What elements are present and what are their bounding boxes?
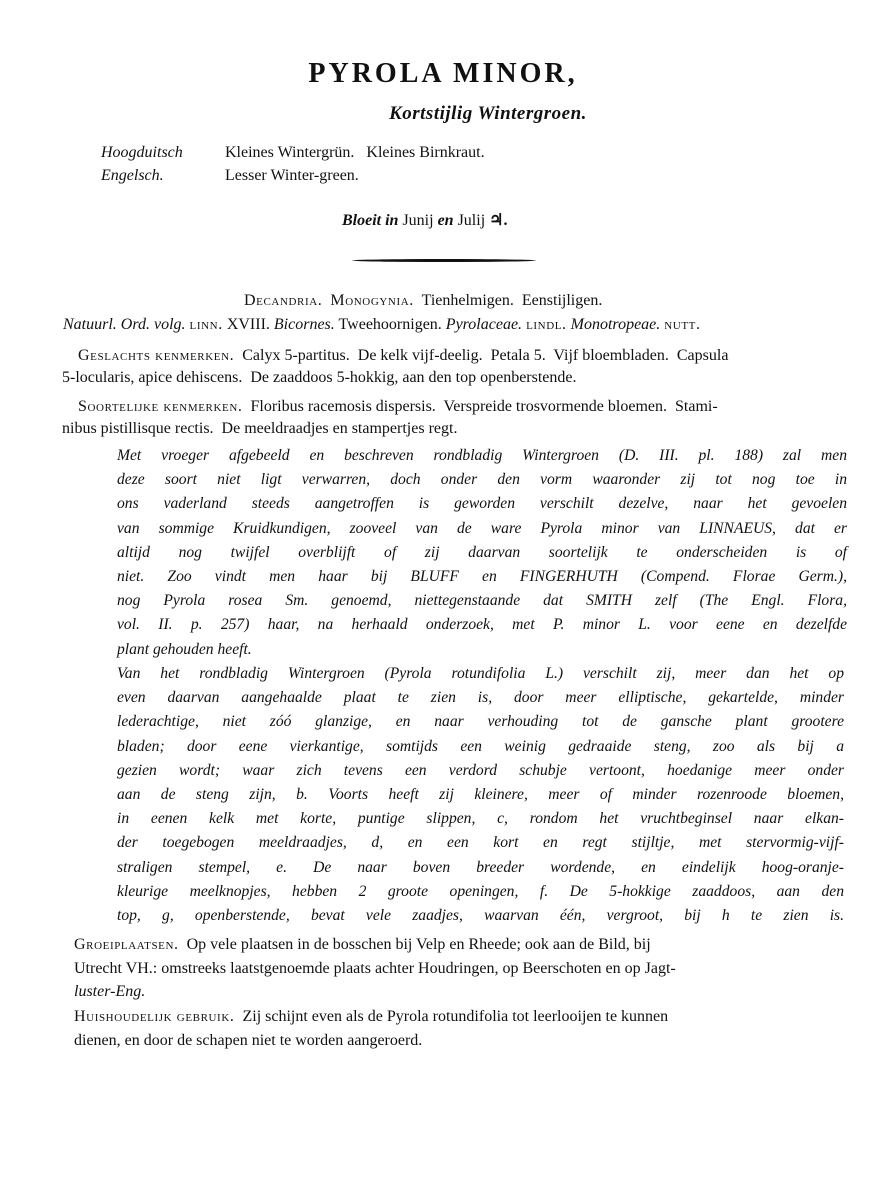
line-text: Zij schijnt even als de Pyrola rotundifolia tot leerlooijen te kunnen bbox=[242, 1008, 669, 1025]
order-dutch: Tweehoornigen. bbox=[338, 316, 442, 333]
text-line: luster-Eng. bbox=[74, 983, 146, 1000]
classification-line-1 bbox=[244, 290, 602, 312]
order-term: Monogynia. bbox=[330, 292, 414, 309]
name-row-english bbox=[101, 167, 485, 190]
text-line: straligen stempel, e. De naar boven breeder wordende, en eindelijk hoog-oranje- bbox=[117, 858, 844, 876]
bloom-in: in bbox=[385, 212, 399, 229]
order-number: XVIII. bbox=[226, 316, 270, 333]
text-line: bladen; door eene vierkantige, somtijds een weinig gedraaide steng, zoo als bij a bbox=[117, 737, 844, 755]
text-line: even daarvan aangehaalde plaat te zien is, door meer elliptische, gekartelde, minder bbox=[117, 689, 844, 707]
line-text: Floribus racemosis dispersis. Verspreide trosvormende bloemen. Stami- bbox=[250, 398, 718, 415]
common-name-text: Kleines Wintergrün. Kleines Birnkraut. bbox=[225, 144, 485, 161]
order-name: Bicornes. bbox=[273, 316, 335, 333]
name-row-german bbox=[101, 144, 485, 167]
text-line bbox=[74, 934, 830, 958]
page-subtitle: Kortstijlig Wintergroen. bbox=[389, 103, 587, 124]
text-line bbox=[62, 418, 818, 440]
genus-characteristics bbox=[62, 345, 814, 389]
description-paragraph-1 bbox=[117, 444, 847, 662]
tribe-name: Monotropeae. bbox=[570, 316, 661, 333]
text-line: plant gehouden heeft. bbox=[117, 640, 252, 658]
text-line: Van het rondbladig Wintergroen (Pyrola rotundifolia L.) verschilt zij, meer dan het op bbox=[117, 665, 844, 682]
description-paragraph-2 bbox=[117, 662, 844, 928]
author-abbrev: lindl. bbox=[526, 316, 567, 333]
class-term: Decandria. bbox=[244, 292, 323, 309]
author-abbrev: nutt. bbox=[664, 316, 701, 333]
text-line: deze soort niet ligt verwarren, doch onder den vorm waaronder zij tot nog toe in bbox=[117, 471, 847, 489]
page-title: PYROLA MINOR, bbox=[308, 58, 578, 89]
use-section bbox=[74, 1006, 830, 1054]
text-line: gezien wordt; waar zich tevens een verdord schubje vertoont, hoedanige meer onder bbox=[117, 761, 844, 779]
text-line: lederachtige, niet zóó glanzige, en naar verhouding tot de gansche plant grootere bbox=[117, 713, 844, 731]
text-line: Utrecht VH.: omstreeks laatstgenoemde plaats achter Houdringen, op Beerschoten en op Jagt- bbox=[74, 959, 676, 977]
text-line: in eenen kelk met korte, puntige slippen, c, rondom het vruchtbeginsel naar elkan- bbox=[117, 810, 844, 828]
text-line: vol. II. p. 257) haar, na herhaald onderzoek, met P. minor L. voor eene en dezelfde bbox=[117, 616, 847, 634]
bloom-en: en bbox=[437, 212, 454, 229]
section-label: Geslachts kenmerken. bbox=[78, 347, 235, 364]
line-text: 5-locularis, apice dehiscens. De zaaddoos 5-hokkig, aan den top openberstende. bbox=[62, 369, 577, 387]
text-line: van sommige Kruidkundigen, zooveel van de ware Pyrola minor van LINNAEUS, dat er bbox=[117, 519, 847, 537]
author-abbrev: linn. bbox=[189, 316, 223, 333]
text-line: Met vroeger afgebeeld en beschreven rondbladig Wintergroen (D. III. pl. 188) zal men bbox=[117, 447, 847, 464]
habitat-section bbox=[74, 934, 830, 1005]
text-line bbox=[78, 345, 814, 367]
line-text: Op vele plaatsen in de bosschen bij Velp en Rheede; ook aan de Bild, bij bbox=[186, 936, 651, 953]
text-line: niet. Zoo vindt men haar bij BLUFF en FINGERHUTH (Compend. Florae Germ.), bbox=[117, 567, 847, 585]
text-line bbox=[78, 396, 818, 418]
section-label: Groeiplaatsen. bbox=[74, 936, 179, 953]
classification-line-2 bbox=[63, 314, 701, 336]
language-label: Engelsch. bbox=[101, 167, 164, 184]
species-characteristics bbox=[62, 396, 818, 440]
line-text: Calyx 5-partitus. De kelk vijf-deelig. Petala 5. Vijf bloembladen. Capsula bbox=[242, 347, 729, 364]
divider-rule bbox=[352, 259, 536, 262]
common-name-text: Lesser Winter-green. bbox=[225, 167, 359, 184]
text-line: ons vaderland steeds aangetroffen is geworden verschilt dezelve, naar het gevoelen bbox=[117, 495, 847, 513]
language-label: Hoogduitsch bbox=[101, 144, 183, 161]
class-dutch: Tienhelmigen. Eenstijligen. bbox=[421, 292, 603, 309]
bloom-period bbox=[342, 210, 507, 230]
section-label: Huishoudelijk gebruik. bbox=[74, 1008, 235, 1025]
text-line: altijd nog twijfel overblijft of zij daarvan soortelijk te onderscheiden is of bbox=[117, 543, 847, 561]
text-line bbox=[74, 1006, 830, 1030]
text-line: top, g, openberstende, bevat vele zaadjes, waarvan één, vergroot, bij h te zien is. bbox=[117, 906, 844, 924]
text-line: dienen, en door de schapen niet te worden aangeroerd. bbox=[74, 1032, 423, 1049]
line-text: nibus pistillisque rectis. De meeldraadjes en stampertjes regt. bbox=[62, 420, 458, 438]
family-name: Pyrolaceae. bbox=[445, 316, 523, 333]
section-label: Soortelijke kenmerken. bbox=[78, 398, 243, 415]
bloom-month-1: Junij bbox=[402, 212, 434, 229]
text-line: aan de steng zijn, b. Voorts heeft zij kleinere, meer of minder rozenroode bloemen, bbox=[117, 785, 844, 803]
bloom-month-2: Julij bbox=[457, 212, 486, 229]
text-line: kleurige meelknopjes, hebben 2 groote openingen, f. De 5-hokkige zaaddoos, aan den bbox=[117, 882, 844, 900]
natural-order-label: Natuurl. Ord. volg. bbox=[63, 316, 186, 333]
text-line bbox=[62, 367, 814, 389]
common-names bbox=[101, 144, 485, 190]
text-line: nog Pyrola rosea Sm. genoemd, niettegenstaande dat SMITH zelf (The Engl. Flora, bbox=[117, 592, 847, 610]
perennial-symbol: ♃. bbox=[489, 212, 508, 229]
bloom-word: Bloeit bbox=[342, 212, 382, 229]
text-line: der toegebogen meeldraadjes, d, en een kort en regt stijltje, met stervormig-vijf- bbox=[117, 834, 844, 852]
